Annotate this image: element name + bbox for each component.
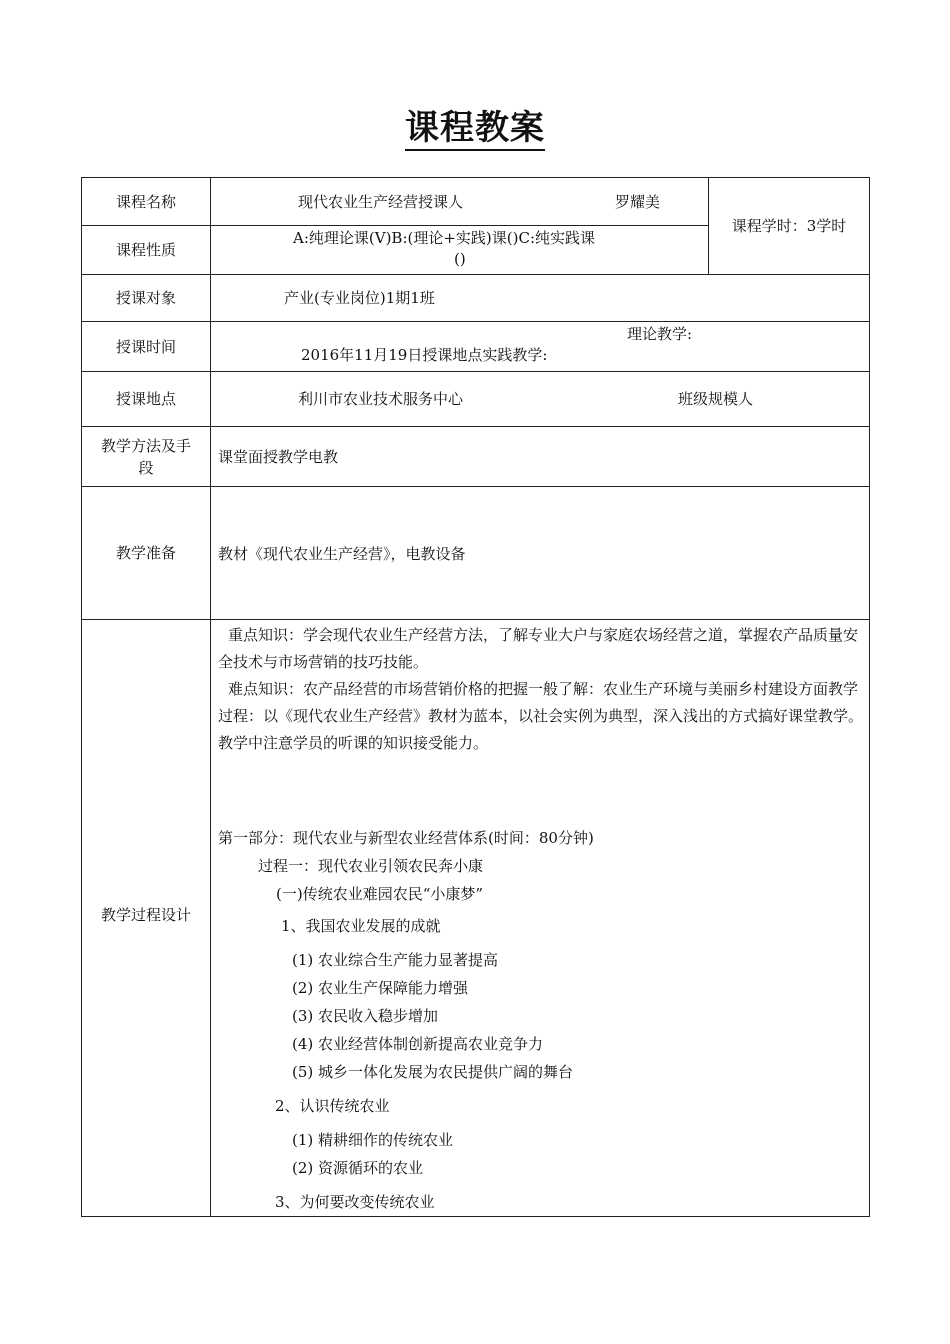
list-item: (1) 农业综合生产能力显著提高 bbox=[292, 951, 499, 969]
audience-label: 授课对象 bbox=[82, 275, 211, 322]
process-one-heading: 过程一：现代农业引领农民奔小康 bbox=[258, 857, 484, 875]
course-nature-line1: A:纯理论课(V)B:(理论+实践)课()C:纯实践课 bbox=[293, 229, 596, 247]
method-value: 课堂面授教学电教 bbox=[218, 448, 339, 466]
audience-cell bbox=[211, 275, 870, 322]
course-nature-line2: () bbox=[454, 250, 466, 268]
prep-label: 教学准备 bbox=[82, 487, 211, 620]
audience-value: 产业(专业岗位)1期1班 bbox=[284, 289, 435, 307]
item-heading-2: 2、认识传统农业 bbox=[275, 1097, 390, 1115]
place-cell bbox=[211, 372, 870, 427]
list-item: (5) 城乡一体化发展为农民提供广阔的舞台 bbox=[292, 1063, 574, 1081]
time-label: 授课时间 bbox=[82, 322, 211, 372]
class-size: 班级规模人 bbox=[678, 390, 754, 408]
page-title: 课程教案 bbox=[0, 100, 950, 149]
process-cell bbox=[211, 620, 870, 1217]
course-name-label: 课程名称 bbox=[82, 178, 211, 226]
difficult-knowledge: 难点知识：农产品经营的市场营销价格的把握一般了解：农业生产环境与美丽乡村建设方面教学过程：以《现代农业生产经营》教材为蓝本，以社会实例为典型，深入浅出的方式搞好课堂教学。教学中注意学员的听课的知识接受能力。 bbox=[218, 680, 864, 752]
course-name-value: 现代农业生产经营授课人 bbox=[298, 193, 464, 211]
time-value: 2016年11月19日授课地点实践教学: bbox=[301, 346, 548, 364]
item-heading-3: 3、为何要改变传统农业 bbox=[275, 1193, 435, 1211]
course-nature-cell bbox=[211, 226, 709, 275]
teacher-name: 罗耀美 bbox=[615, 193, 661, 211]
place-label: 授课地点 bbox=[82, 372, 211, 427]
list-item: (2) 农业生产保障能力增强 bbox=[292, 979, 469, 997]
list-item: (4) 农业经营体制创新提高农业竞争力 bbox=[292, 1035, 544, 1053]
prep-cell bbox=[211, 487, 870, 620]
list-item: (2) 资源循环的农业 bbox=[292, 1159, 424, 1177]
part-one-heading: 第一部分：现代农业与新型农业经营体系(时间：80分钟) bbox=[218, 829, 594, 847]
method-cell bbox=[211, 427, 870, 487]
key-knowledge: 重点知识：学会现代农业生产经营方法，了解专业大户与家庭农场经营之道，掌握农产品质量安全技术与市场营销的技巧技能。 bbox=[218, 626, 859, 671]
course-name-cell bbox=[211, 178, 709, 226]
lesson-plan-table bbox=[81, 177, 870, 1217]
place-value: 利川市农业技术服务中心 bbox=[298, 390, 464, 408]
process-label: 教学过程设计 bbox=[82, 620, 211, 1217]
list-item: (3) 农民收入稳步增加 bbox=[292, 1007, 439, 1025]
method-label: 教学方法及手 段 bbox=[82, 427, 211, 487]
course-hours-cell bbox=[709, 178, 870, 275]
subsection-heading: (一)传统农业难园农民“小康梦” bbox=[276, 885, 484, 903]
time-cell bbox=[211, 322, 870, 372]
item-heading-1: 1、我国农业发展的成就 bbox=[281, 917, 441, 935]
theory-teaching-label: 理论教学: bbox=[627, 325, 693, 343]
prep-value: 教材《现代农业生产经营》，电教设备 bbox=[218, 544, 466, 563]
list-item: (1) 精耕细作的传统农业 bbox=[292, 1131, 454, 1149]
course-hours: 课程学时：3学时 bbox=[731, 217, 847, 235]
course-nature-label: 课程性质 bbox=[82, 226, 211, 275]
